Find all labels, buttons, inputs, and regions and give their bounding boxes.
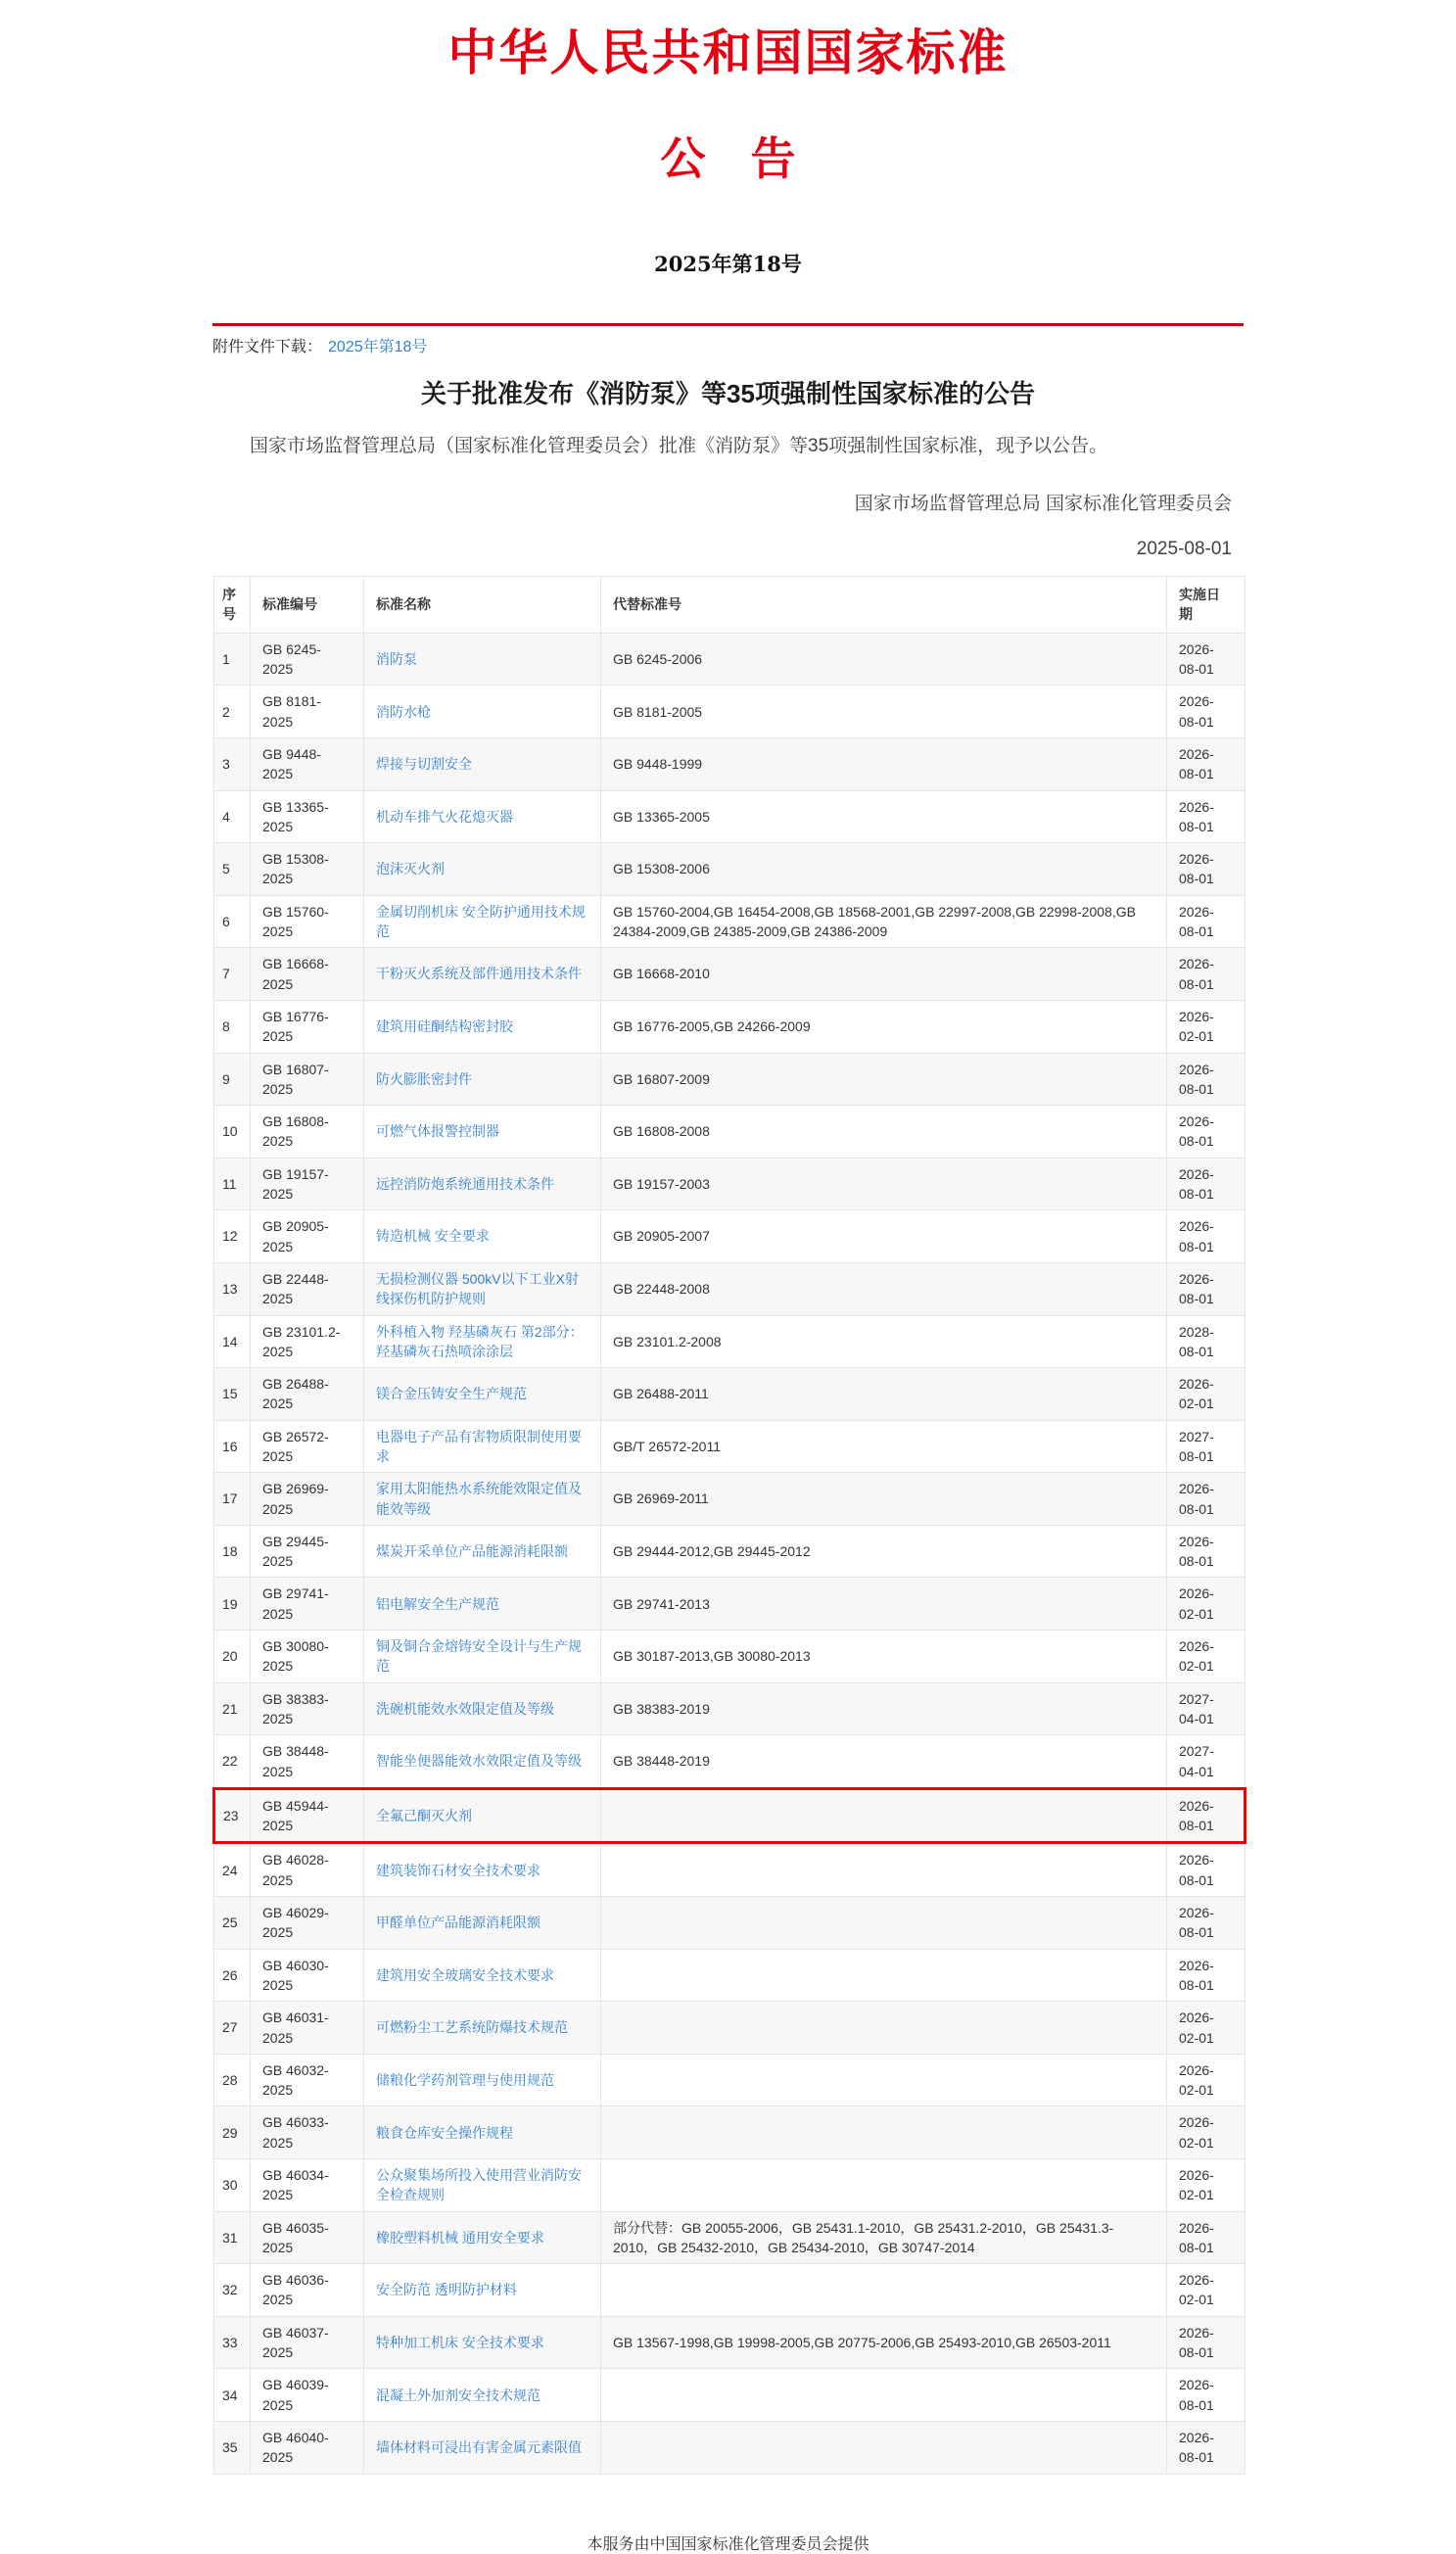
table-row [214, 2264, 1245, 2317]
replaced-standards-cell [601, 1897, 1167, 1950]
seq-cell: 27 [214, 2002, 251, 2055]
table-row [214, 2002, 1245, 2055]
implementation-date-cell: 2026-08-01 [1167, 790, 1245, 843]
implementation-date-cell: 2026-08-01 [1167, 1788, 1245, 1843]
table-row [214, 948, 1245, 1001]
replaced-standards-cell: GB 29741-2013 [601, 1578, 1167, 1631]
implementation-date-cell: 2026-08-01 [1167, 2421, 1245, 2474]
table-row [214, 2421, 1245, 2474]
replaced-standards-cell [601, 2159, 1167, 2212]
implementation-date-cell: 2026-08-01 [1167, 1158, 1245, 1210]
replaced-standards-cell: 部分代替：GB 20055-2006，GB 25431.1-2010，GB 25431.2-2010，GB 25431.3-2010，GB 25432-2010，GB 25434-2010，GB 30747-2014 [601, 2211, 1167, 2264]
implementation-date-cell: 2026-08-01 [1167, 1106, 1245, 1159]
standard-name-cell [364, 1788, 601, 1843]
standard-code-cell: GB 26969-2025 [251, 1473, 364, 1526]
table-row [214, 1473, 1245, 1526]
implementation-date-cell: 2028-08-01 [1167, 1315, 1245, 1368]
column-header: 实施日期 [1167, 577, 1245, 634]
standard-name-link[interactable]: 煤炭开采单位产品能源消耗限额 [376, 1543, 568, 1560]
table-row [214, 2054, 1245, 2106]
seq-cell: 26 [214, 1949, 251, 2002]
standard-code-cell: GB 46034-2025 [251, 2159, 364, 2212]
standard-code-cell: GB 20905-2025 [251, 1210, 364, 1263]
seq-cell: 34 [214, 2369, 251, 2422]
implementation-date-cell: 2026-02-01 [1167, 1578, 1245, 1631]
standards-table [212, 576, 1246, 2474]
implementation-date-cell: 2026-02-01 [1167, 2002, 1245, 2055]
standard-name-link[interactable]: 远控消防炮系统通用技术条件 [376, 1175, 554, 1192]
standard-name-cell [364, 948, 601, 1001]
table-row [214, 1315, 1245, 1368]
replaced-standards-cell: GB 22448-2008 [601, 1262, 1167, 1315]
standard-name-cell [364, 2421, 601, 2474]
table-row [214, 1631, 1245, 1683]
standards-table-head [214, 577, 1245, 634]
implementation-date-cell: 2026-08-01 [1167, 1897, 1245, 1950]
standard-name-link[interactable]: 公众聚集场所投入使用营业消防安全检查规则 [376, 2167, 582, 2203]
standard-name-cell [364, 1158, 601, 1210]
table-row [214, 1897, 1245, 1950]
implementation-date-cell: 2026-08-01 [1167, 1843, 1245, 1897]
replaced-standards-cell: GB 16808-2008 [601, 1106, 1167, 1159]
standard-name-cell [364, 1210, 601, 1263]
standard-name-link[interactable]: 甲醛单位产品能源消耗限额 [376, 1915, 540, 1931]
replaced-standards-cell: GB 6245-2006 [601, 633, 1167, 686]
replaced-standards-cell: GB 26969-2011 [601, 1473, 1167, 1526]
replaced-standards-cell: GB 23101.2-2008 [601, 1315, 1167, 1368]
replaced-standards-cell: GB 30187-2013,GB 30080-2013 [601, 1631, 1167, 1683]
replaced-standards-cell [601, 2369, 1167, 2422]
standard-name-link[interactable]: 机动车排气火花熄灭器 [376, 808, 513, 825]
standard-name-link[interactable]: 可燃粉尘工艺系统防爆技术规范 [376, 2019, 568, 2036]
seq-cell: 9 [214, 1053, 251, 1106]
standard-name-cell [364, 843, 601, 896]
standard-name-link[interactable]: 智能坐便器能效水效限定值及等级 [376, 1753, 582, 1770]
standard-code-cell: GB 29445-2025 [251, 1525, 364, 1578]
standard-code-cell: GB 8181-2025 [251, 686, 364, 738]
standard-code-cell: GB 46036-2025 [251, 2264, 364, 2317]
implementation-date-cell: 2026-08-01 [1167, 1053, 1245, 1106]
implementation-date-cell: 2026-08-01 [1167, 895, 1245, 948]
standard-name-cell [364, 895, 601, 948]
replaced-standards-cell [601, 2264, 1167, 2317]
standard-code-cell: GB 46030-2025 [251, 1949, 364, 2002]
standard-name-link[interactable]: 橡胶塑料机械 通用安全要求 [376, 2229, 544, 2246]
standard-name-cell [364, 2159, 601, 2212]
standard-name-link[interactable]: 铸造机械 安全要求 [376, 1228, 490, 1245]
implementation-date-cell: 2026-08-01 [1167, 2316, 1245, 2369]
replaced-standards-cell: GB 8181-2005 [601, 686, 1167, 738]
column-header: 标准名称 [364, 577, 601, 634]
table-row [214, 2211, 1245, 2264]
notice-title: 关于批准发布《消防泵》等35项强制性国家标准的公告 [421, 378, 1035, 408]
implementation-date-cell: 2026-08-01 [1167, 1949, 1245, 2002]
standard-name-link[interactable]: 镁合金压铸安全生产规范 [376, 1386, 527, 1402]
implementation-date-cell: 2026-08-01 [1167, 1262, 1245, 1315]
standard-name-link[interactable]: 金属切削机床 安全防护通用技术规范 [376, 903, 586, 940]
standard-name-link[interactable]: 无损检测仪器 500kV以下工业X射线探伤机防护规则 [376, 1270, 579, 1307]
replaced-standards-cell [601, 2054, 1167, 2106]
seq-cell: 25 [214, 1897, 251, 1950]
standard-code-cell: GB 30080-2025 [251, 1631, 364, 1683]
table-row [214, 1000, 1245, 1053]
standard-code-cell: GB 15308-2025 [251, 843, 364, 896]
standard-name-link[interactable]: 消防水枪 [376, 703, 431, 720]
seq-cell: 32 [214, 2264, 251, 2317]
document-page [212, 0, 1244, 2554]
standard-name-link[interactable]: 建筑用安全玻璃安全技术要求 [376, 1966, 554, 1983]
table-row [214, 790, 1245, 843]
implementation-date-cell: 2026-02-01 [1167, 2106, 1245, 2159]
standard-name-cell [364, 1053, 601, 1106]
implementation-date-cell: 2026-08-01 [1167, 633, 1245, 686]
replaced-standards-cell: GB 16668-2010 [601, 948, 1167, 1001]
seq-cell: 16 [214, 1420, 251, 1473]
standard-name-link[interactable]: 焊接与切割安全 [376, 756, 472, 773]
seq-cell: 28 [214, 2054, 251, 2106]
seq-cell: 15 [214, 1368, 251, 1421]
standard-code-cell: GB 9448-2025 [251, 737, 364, 790]
standard-name-link[interactable]: 建筑用硅酮结构密封胶 [376, 1018, 513, 1035]
seq-cell: 17 [214, 1473, 251, 1526]
replaced-standards-cell: GB 16776-2005,GB 24266-2009 [601, 1000, 1167, 1053]
seq-cell: 11 [214, 1158, 251, 1210]
table-row [214, 737, 1245, 790]
standards-table-body [214, 633, 1245, 2474]
replaced-standards-cell: GB 13567-1998,GB 19998-2005,GB 20775-2006,GB 25493-2010,GB 26503-2011 [601, 2316, 1167, 2369]
table-row [214, 1053, 1245, 1106]
replaced-standards-cell: GB 38383-2019 [601, 1682, 1167, 1735]
table-row [214, 1368, 1245, 1421]
masthead-title: 中华人民共和国国家标准 [447, 24, 1009, 81]
seq-cell: 10 [214, 1106, 251, 1159]
standard-name-cell [364, 2264, 601, 2317]
standard-code-cell: GB 16807-2025 [251, 1053, 364, 1106]
implementation-date-cell: 2026-02-01 [1167, 2159, 1245, 2212]
standard-name-cell [364, 1106, 601, 1159]
standard-code-cell: GB 26488-2025 [251, 1368, 364, 1421]
table-row [214, 2369, 1245, 2422]
seq-cell: 7 [214, 948, 251, 1001]
standard-name-cell [364, 633, 601, 686]
standard-name-cell [364, 2054, 601, 2106]
standard-name-link[interactable]: 墙体材料可浸出有害金属元素限值 [376, 2439, 582, 2456]
table-row [214, 843, 1245, 896]
standard-name-cell [364, 2369, 601, 2422]
replaced-standards-cell [601, 2106, 1167, 2159]
seq-cell: 3 [214, 737, 251, 790]
implementation-date-cell: 2026-02-01 [1167, 2264, 1245, 2317]
implementation-date-cell: 2026-08-01 [1167, 2211, 1245, 2264]
seq-cell: 14 [214, 1315, 251, 1368]
standard-name-cell [364, 1897, 601, 1950]
standard-name-link[interactable]: 家用太阳能热水系统能效限定值及能效等级 [376, 1481, 582, 1517]
seq-cell: 31 [214, 2211, 251, 2264]
replaced-standards-cell: GB 9448-1999 [601, 737, 1167, 790]
publication-date: 2025-08-01 [1136, 539, 1232, 560]
table-row [214, 1525, 1245, 1578]
seq-cell: 6 [214, 895, 251, 948]
replaced-standards-cell: GB 38448-2019 [601, 1735, 1167, 1789]
table-row [214, 1682, 1245, 1735]
standard-code-cell: GB 46033-2025 [251, 2106, 364, 2159]
table-row [214, 686, 1245, 738]
table-row [214, 1788, 1245, 1843]
replaced-standards-cell: GB/T 26572-2011 [601, 1420, 1167, 1473]
standard-name-cell [364, 1315, 601, 1368]
table-row [214, 2106, 1245, 2159]
table-row [214, 1210, 1245, 1263]
standard-code-cell: GB 22448-2025 [251, 1262, 364, 1315]
standard-code-cell: GB 46037-2025 [251, 2316, 364, 2369]
standard-name-cell [364, 1735, 601, 1789]
standard-name-cell [364, 1631, 601, 1683]
seq-cell: 18 [214, 1525, 251, 1578]
footer-service-note: 本服务由中国国家标准化管理委员会提供 [587, 2535, 869, 2553]
standard-code-cell: GB 16668-2025 [251, 948, 364, 1001]
standard-code-cell: GB 38383-2025 [251, 1682, 364, 1735]
standard-code-cell: GB 23101.2-2025 [251, 1315, 364, 1368]
replaced-standards-cell: GB 20905-2007 [601, 1210, 1167, 1263]
replaced-standards-cell [601, 1949, 1167, 2002]
standard-name-cell [364, 1262, 601, 1315]
seq-cell: 2 [214, 686, 251, 738]
standard-name-cell [364, 686, 601, 738]
standard-code-cell: GB 16776-2025 [251, 1000, 364, 1053]
table-header-row [214, 577, 1245, 634]
standard-name-link[interactable]: 建筑装饰石材安全技术要求 [376, 1862, 540, 1878]
standard-name-cell [364, 1843, 601, 1897]
table-row [214, 2316, 1245, 2369]
issue-number: 2025年第18号 [654, 251, 802, 276]
standard-code-cell: GB 38448-2025 [251, 1735, 364, 1789]
standard-name-cell [364, 2211, 601, 2264]
implementation-date-cell: 2026-08-01 [1167, 2369, 1245, 2422]
replaced-standards-cell [601, 2002, 1167, 2055]
table-row [214, 633, 1245, 686]
standard-name-link[interactable]: 洗碗机能效水效限定值及等级 [376, 1700, 554, 1717]
table-row [214, 1158, 1245, 1210]
standard-code-cell: GB 46028-2025 [251, 1843, 364, 1897]
standard-name-link[interactable]: 干粉灭火系统及部件通用技术条件 [376, 966, 582, 982]
attachment-download-line [212, 326, 1244, 356]
seq-cell: 19 [214, 1578, 251, 1631]
table-row [214, 1420, 1245, 1473]
standard-code-cell: GB 46040-2025 [251, 2421, 364, 2474]
standard-name-link[interactable]: 消防泵 [376, 650, 417, 667]
standard-code-cell: GB 19157-2025 [251, 1158, 364, 1210]
implementation-date-cell: 2026-02-01 [1167, 1368, 1245, 1421]
standard-name-link[interactable]: 铜及铜合金熔铸安全设计与生产规范 [376, 1638, 582, 1675]
seq-cell: 30 [214, 2159, 251, 2212]
seq-cell: 4 [214, 790, 251, 843]
standard-name-cell [364, 790, 601, 843]
standard-code-cell: GB 15760-2025 [251, 895, 364, 948]
standard-name-link[interactable]: 可燃气体报警控制器 [376, 1123, 499, 1140]
standard-name-cell [364, 1420, 601, 1473]
seq-cell: 20 [214, 1631, 251, 1683]
standard-name-link[interactable]: 防火膨胀密封件 [376, 1070, 472, 1087]
column-header: 序号 [214, 577, 251, 634]
seq-cell: 22 [214, 1735, 251, 1789]
standard-name-link[interactable]: 铝电解安全生产规范 [376, 1595, 499, 1612]
table-row [214, 2159, 1245, 2212]
table-row [214, 1843, 1245, 1897]
standard-code-cell: GB 16808-2025 [251, 1106, 364, 1159]
seq-cell: 29 [214, 2106, 251, 2159]
seq-cell: 12 [214, 1210, 251, 1263]
implementation-date-cell: 2027-04-01 [1167, 1735, 1245, 1789]
implementation-date-cell: 2026-08-01 [1167, 948, 1245, 1001]
standard-name-cell [364, 1000, 601, 1053]
replaced-standards-cell: GB 13365-2005 [601, 790, 1167, 843]
implementation-date-cell: 2027-08-01 [1167, 1420, 1245, 1473]
table-row [214, 1578, 1245, 1631]
standard-name-cell [364, 1949, 601, 2002]
standard-name-link[interactable]: 安全防范 透明防护材料 [376, 2282, 517, 2298]
standard-code-cell: GB 46031-2025 [251, 2002, 364, 2055]
seq-cell: 35 [214, 2421, 251, 2474]
implementation-date-cell: 2026-08-01 [1167, 737, 1245, 790]
implementation-date-cell: 2026-08-01 [1167, 1210, 1245, 1263]
replaced-standards-cell [601, 2421, 1167, 2474]
table-row [214, 895, 1245, 948]
column-header: 标准编号 [251, 577, 364, 634]
replaced-standards-cell: GB 15760-2004,GB 16454-2008,GB 18568-2001,GB 22997-2008,GB 22998-2008,GB 24384-2009,GB 24385-2009,GB 24386-2009 [601, 895, 1167, 948]
standard-code-cell: GB 45944-2025 [251, 1788, 364, 1843]
standard-name-cell [364, 2316, 601, 2369]
standard-code-cell: GB 6245-2025 [251, 633, 364, 686]
seq-cell: 8 [214, 1000, 251, 1053]
replaced-standards-cell: GB 26488-2011 [601, 1368, 1167, 1421]
table-row [214, 1949, 1245, 2002]
attachment-link[interactable]: 2025年第18号 [328, 338, 428, 355]
replaced-standards-cell: GB 19157-2003 [601, 1158, 1167, 1210]
standard-code-cell: GB 46032-2025 [251, 2054, 364, 2106]
replaced-standards-cell: GB 29444-2012,GB 29445-2012 [601, 1525, 1167, 1578]
standard-name-cell [364, 2002, 601, 2055]
seq-cell: 1 [214, 633, 251, 686]
standard-name-cell [364, 1578, 601, 1631]
standard-code-cell: GB 29741-2025 [251, 1578, 364, 1631]
seq-cell: 23 [214, 1788, 251, 1843]
table-row [214, 1262, 1245, 1315]
seq-cell: 13 [214, 1262, 251, 1315]
standard-code-cell: GB 13365-2025 [251, 790, 364, 843]
standard-name-link[interactable]: 外科植入物 羟基磷灰石 第2部分：羟基磷灰石热喷涂涂层 [376, 1323, 584, 1359]
standard-name-cell [364, 1473, 601, 1526]
standard-name-cell [364, 1525, 601, 1578]
implementation-date-cell: 2026-08-01 [1167, 686, 1245, 738]
standard-name-cell [364, 2106, 601, 2159]
standard-code-cell: GB 46039-2025 [251, 2369, 364, 2422]
replaced-standards-cell: GB 15308-2006 [601, 843, 1167, 896]
standard-name-link[interactable]: 全氟己酮灭火剂 [376, 1807, 472, 1823]
seq-cell: 24 [214, 1843, 251, 1897]
replaced-standards-cell: GB 16807-2009 [601, 1053, 1167, 1106]
seq-cell: 33 [214, 2316, 251, 2369]
standard-name-cell [364, 1682, 601, 1735]
standard-name-link[interactable]: 储粮化学药剂管理与使用规范 [376, 2071, 554, 2088]
standard-name-link[interactable]: 特种加工机床 安全技术要求 [376, 2334, 544, 2350]
standard-name-cell [364, 737, 601, 790]
replaced-standards-cell [601, 1788, 1167, 1843]
announcement-word: 公 告 [660, 132, 796, 185]
standard-name-cell [364, 1368, 601, 1421]
standard-code-cell: GB 26572-2025 [251, 1420, 364, 1473]
standard-code-cell: GB 46029-2025 [251, 1897, 364, 1950]
implementation-date-cell: 2026-08-01 [1167, 1525, 1245, 1578]
issuing-agencies: 国家市场监督管理总局 国家标准化管理委员会 [854, 494, 1232, 515]
standard-code-cell: GB 46035-2025 [251, 2211, 364, 2264]
attachment-label: 附件文件下载： [212, 338, 323, 355]
implementation-date-cell: 2026-08-01 [1167, 1473, 1245, 1526]
implementation-date-cell: 2026-08-01 [1167, 843, 1245, 896]
standard-name-link[interactable]: 混凝土外加剂安全技术规范 [376, 2387, 540, 2403]
column-header: 代替标准号 [601, 577, 1167, 634]
notice-paragraph: 国家市场监督管理总局（国家标准化管理委员会）批准《消防泵》等35项强制性国家标准，现予以公告。 [250, 435, 1108, 456]
seq-cell: 21 [214, 1682, 251, 1735]
implementation-date-cell: 2026-02-01 [1167, 1631, 1245, 1683]
seq-cell: 5 [214, 843, 251, 896]
implementation-date-cell: 2026-02-01 [1167, 1000, 1245, 1053]
implementation-date-cell: 2026-02-01 [1167, 2054, 1245, 2106]
implementation-date-cell: 2027-04-01 [1167, 1682, 1245, 1735]
replaced-standards-cell [601, 1843, 1167, 1897]
table-row [214, 1106, 1245, 1159]
standard-name-link[interactable]: 泡沫灭火剂 [376, 861, 445, 877]
table-row [214, 1735, 1245, 1789]
standard-name-link[interactable]: 粮食仓库安全操作规程 [376, 2124, 513, 2141]
standard-name-link[interactable]: 电器电子产品有害物质限制使用要求 [376, 1428, 582, 1464]
